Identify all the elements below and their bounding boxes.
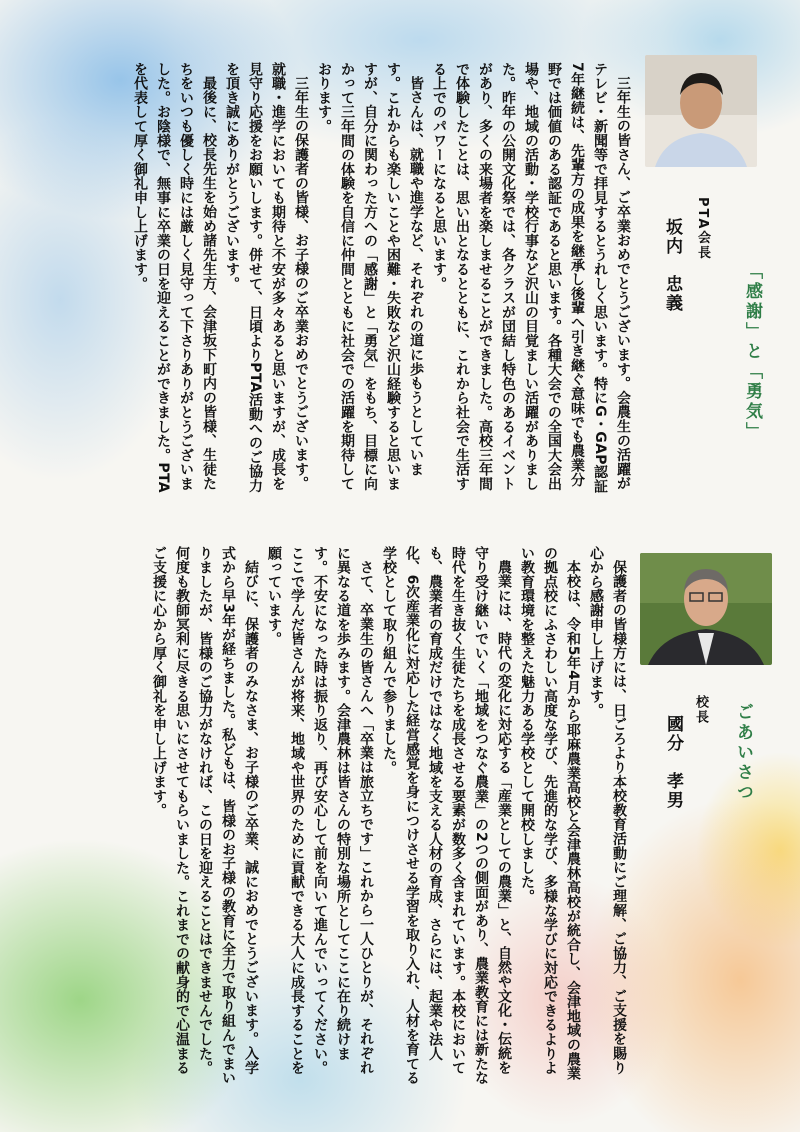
pta-heading: 「感謝」と「勇気」	[742, 262, 762, 442]
principal-message	[40, 546, 630, 1088]
pta-paragraph: 皆さんは、就職や進学など、それぞれの道に歩もうとしています。これからも楽しいことや困難・失敗など沢山経験すると思いますが、自分に関わった方への「感謝」と「勇気」をもち、目標に向かって三年間の体験を自信に仲間とともに社会での活躍を期待しております。	[316, 62, 424, 491]
pta-paragraph: 三年生の保護者の皆様、お子様のご卒業おめでとうございます。就職・進学においても期待と不安が多々あると思いますが、成長を見守り応援をお願いします。併せて、日頃よりPTA活動へのご協力を頂き誠にありがとうございます。	[224, 62, 309, 493]
pta-president-name: 坂内 忠義	[662, 218, 682, 313]
pta-paragraph: 三年生の皆さん、ご卒業おめでとうございます。会農生の活躍がテレビ・新聞等で拝見するとうれしく思います。特にG・GAP認証7年継続は、先輩方の成果を継承し後輩へ引き継ぐ意味でも農業分野では価値のある認証であると思います。各種大会での全国大会出場や、地域の活動・学校行事など沢山の目覚ましい活躍がありました。昨年の公開文化祭では、各クラスが団結し特色のあるイベントがあり、多くの来場者を楽しませることができました。高校三年間で体験したことは、思い出となるとともに、これから社会で生活する上でのパワーになると思います。	[431, 62, 631, 494]
principal-photo	[640, 553, 772, 665]
pta-message	[62, 62, 634, 494]
principal-paragraph: 農業には、時代の変化に対応する「産業としての農業」と、自然や文化・伝統を守り受け継いでいく「地域をつなぐ農業」の2つの側面があり、農業教育には新たな時代を生き抜く生徒たちを成長させる要素が数多く含まれています。本校においても、農業者の育成だけではなく地域を支える人材の育成、さらには、起業や法人化、6次産業化に対応した経営感覚を身につけさせる学習を取り入れ、人材を育てる学校として取り組んで参りました。	[381, 546, 512, 1086]
principal-name: 國分 孝男	[663, 715, 683, 810]
principal-paragraph: さて、卒業生の皆さんへ「卒業は旅立ちです」これから一人ひとりが、それぞれに異なる道を歩みます。会津農林は皆さんの特別な場所としてここに在り続けます。不安になった時は振り返り、再び安心して前を向いて進んでいってください。ここで学んだ皆さんが将来、地域や世界のために貢献できる大人に成長することを願っています。	[266, 546, 374, 1076]
pta-paragraph: 最後に、校長先生を始め諸先生方、会津坂下町内の皆様、生徒たちをいつも優しく時には厳しく見守って下さりありがとうございました。お陰様で、無事に卒業の日を迎えることができました。PTAを代表して厚く御礼申し上げます。	[132, 62, 217, 493]
pta-role: PTA会長	[695, 197, 710, 261]
principal-paragraph: 結びに、保護者のみなさま、お子様のご卒業、誠におめでとうございます。入学式から早3年が経ちました。私どもは、皆様のお子様の教育に全力で取り組んでまいりましたが、皆様のご協力がなければ、この日を迎えることはできませんでした。何度も教師冥利に尽きる思いにさせてもらいました。これまでの献身的で心温まるご支援に心から厚く御礼を申し上げます。	[151, 546, 259, 1086]
principal-paragraph: 保護者の皆様方には、日ごろより本校教育活動にご理解、ご協力、ご支援を賜り心から感謝申し上げます。	[588, 546, 627, 1075]
principal-role: 校長	[693, 695, 708, 725]
pta-president-photo	[645, 55, 757, 167]
principal-paragraph: 本校は、令和5年4月から耶麻農業高校と会津農林高校が統合し、会津地域の農業の拠点校にふさわしい高度な学び、先進的な学び、多様な学びに対応できるよりよい教育環境を整えた魅力ある学校として開校しました。	[519, 546, 581, 1081]
principal-heading: ごあいさつ	[733, 703, 753, 803]
